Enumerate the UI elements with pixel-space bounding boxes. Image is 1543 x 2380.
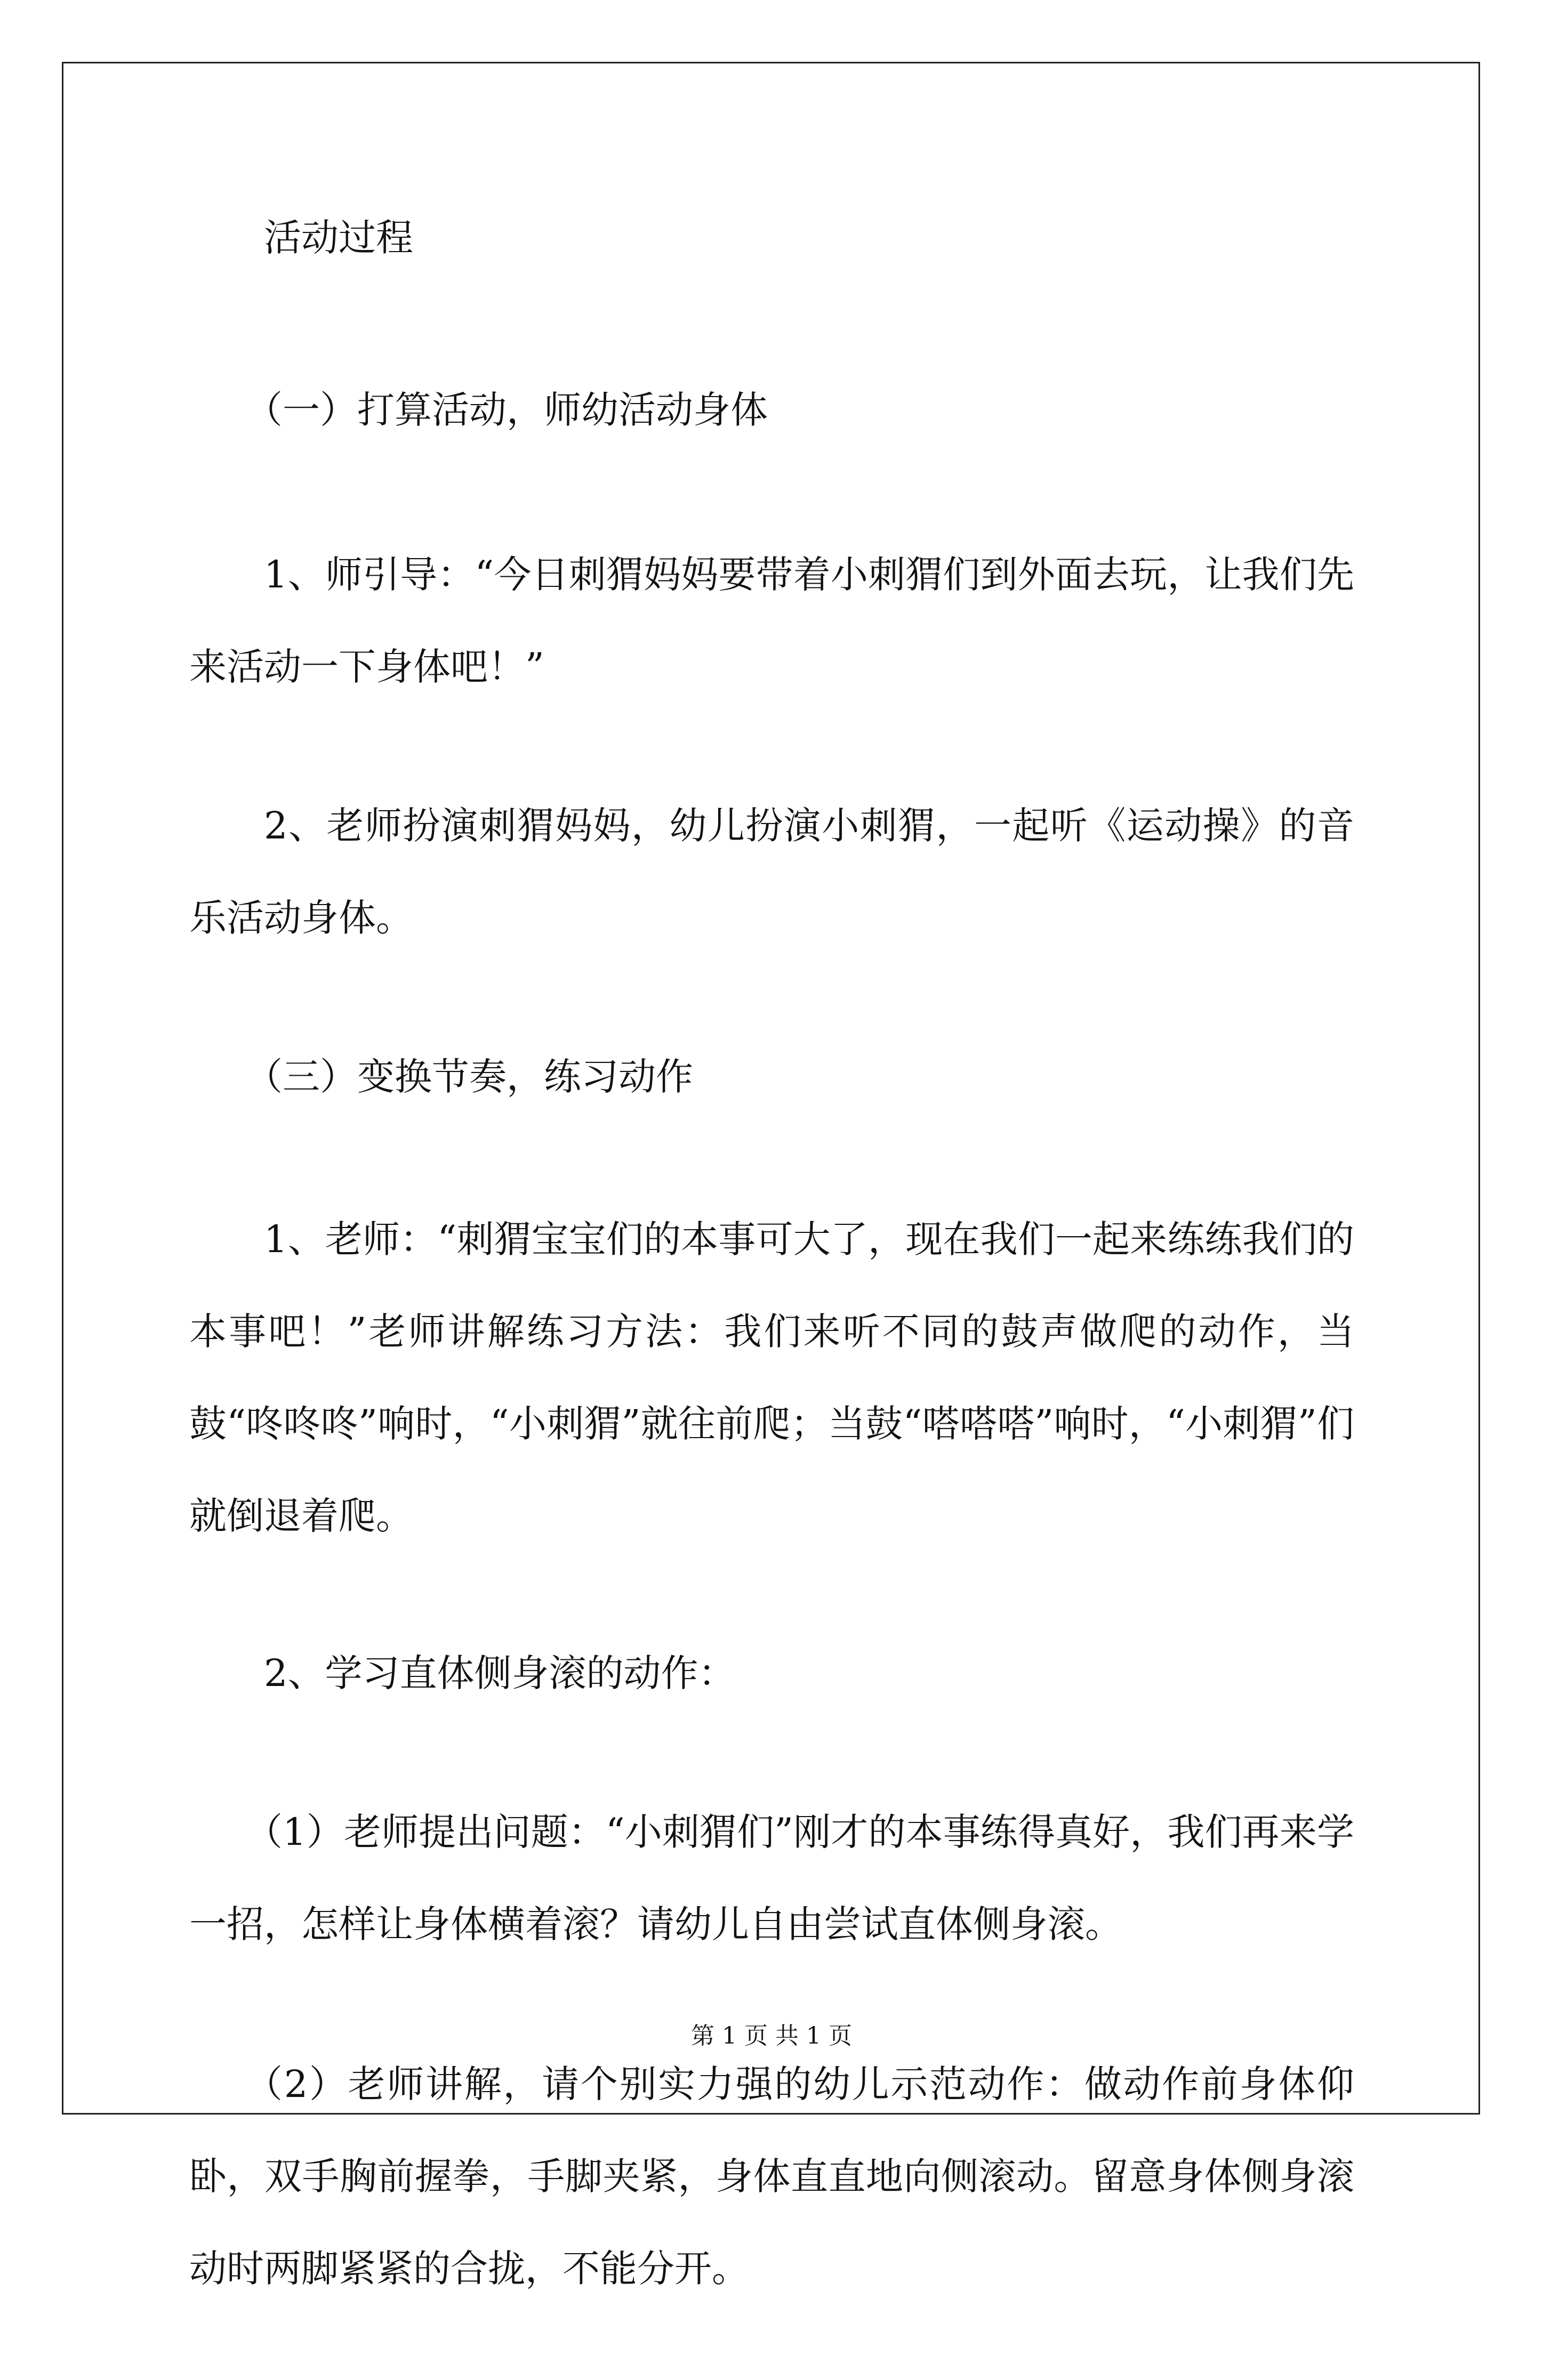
section-heading-one: （一）打算活动，师幼活动身体 <box>245 388 768 432</box>
section-heading-three: （三）变换节奏，练习动作 <box>245 1055 693 1099</box>
paragraph-substep-2: （2）老师讲解，请个别实力强的幼儿示范动作：做动作前身体仰卧，双手胸前握拳，手脚夹紧，身体直直地向侧滚动。留意身体侧身滚动时两脚紧紧的合拢，不能分开。 <box>189 2062 1354 2290</box>
page-footer: 第 1 页 共 1 页 <box>691 2022 852 2050</box>
paragraph-practice-1: 1、老师：“刺猬宝宝们的本事可大了，现在我们一起来练练我们的本事吧！”老师讲解练习方法：我们来听不同的鼓声做爬的动作，当鼓“咚咚咚”响时，“小刺猬”就往前爬；当鼓“嗒嗒嗒”响时，“小刺猬”们就倒退着爬。 <box>189 1217 1354 1538</box>
paragraph-practice-2: 2、学习直体侧身滚的动作： <box>264 1651 736 1695</box>
paragraph-substep-1: （1）老师提出问题：“小刺猬们”刚才的本事练得真好，我们再来学一招，怎样让身体横着滚？请幼儿自由尝试直体侧身滚。 <box>189 1810 1354 1946</box>
section-heading-process: 活动过程 <box>264 216 413 260</box>
paragraph-step-2: 2、老师扮演刺猬妈妈，幼儿扮演小刺猬，一起听《运动操》的音乐活动身体。 <box>189 804 1354 940</box>
paragraph-step-1: 1、师引导：“今日刺猬妈妈要带着小刺猬们到外面去玩，让我们先来活动一下身体吧！” <box>189 553 1354 689</box>
